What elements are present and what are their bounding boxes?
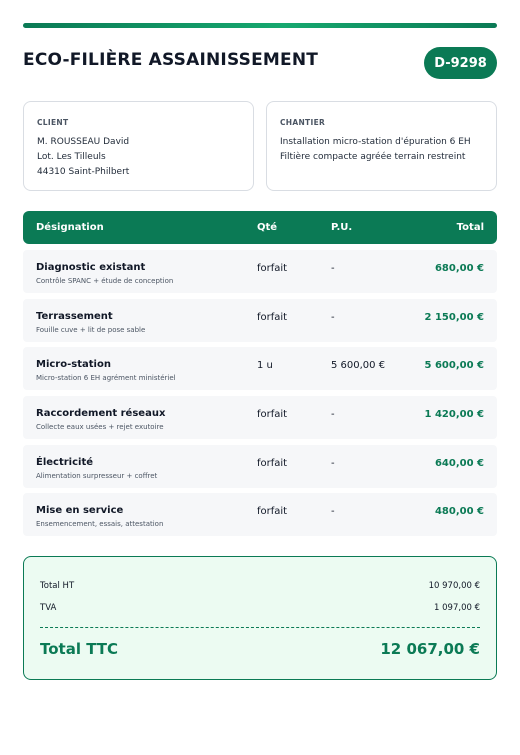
row-unit-price: - bbox=[331, 409, 335, 420]
client-card bbox=[23, 101, 254, 191]
header-total: Total bbox=[456, 222, 484, 233]
client-name: M. ROUSSEAU David bbox=[37, 137, 130, 147]
row-description: Alimentation surpresseur + coffret bbox=[36, 472, 158, 480]
row-unit-price: - bbox=[331, 506, 335, 517]
tva-value: 1 097,00 € bbox=[434, 603, 480, 613]
tva-label: TVA bbox=[40, 603, 57, 613]
client-address-line: Lot. Les Tilleuls bbox=[37, 152, 106, 162]
table-row bbox=[23, 347, 497, 390]
row-total: 2 150,00 € bbox=[424, 312, 484, 323]
row-qty: forfait bbox=[257, 458, 288, 469]
top-accent-bar bbox=[23, 23, 497, 28]
client-city: 44310 Saint-Philbert bbox=[37, 167, 130, 177]
row-total: 680,00 € bbox=[434, 263, 484, 274]
row-description: Fouille cuve + lit de pose sable bbox=[36, 326, 146, 334]
row-description: Collecte eaux usées + rejet exutoire bbox=[36, 423, 164, 431]
header-pu: P.U. bbox=[331, 222, 353, 233]
total-ht-value: 10 970,00 € bbox=[428, 581, 480, 591]
document-title: ECO-FILIÈRE ASSAINISSEMENT bbox=[23, 50, 319, 70]
row-unit-price: - bbox=[331, 458, 335, 469]
row-qty: forfait bbox=[257, 409, 288, 420]
row-name: Diagnostic existant bbox=[36, 262, 146, 273]
row-unit-price: - bbox=[331, 263, 335, 274]
row-unit-price: - bbox=[331, 312, 335, 323]
table-row bbox=[23, 396, 497, 439]
row-description: Micro-station 6 EH agrément ministériel bbox=[36, 374, 176, 382]
row-name: Mise en service bbox=[36, 505, 124, 516]
table-row bbox=[23, 445, 497, 488]
chantier-card bbox=[266, 101, 497, 191]
row-qty: forfait bbox=[257, 506, 288, 517]
row-unit-price: 5 600,00 € bbox=[331, 360, 386, 371]
header-qty: Qté bbox=[257, 222, 278, 233]
row-name: Micro-station bbox=[36, 359, 111, 370]
row-name: Électricité bbox=[36, 457, 94, 468]
row-name: Raccordement réseaux bbox=[36, 408, 166, 419]
chantier-label: CHANTIER bbox=[280, 118, 326, 127]
row-total: 640,00 € bbox=[434, 458, 484, 469]
total-ttc-label: Total TTC bbox=[40, 640, 119, 658]
row-description: Contrôle SPANC + étude de conception bbox=[36, 277, 174, 285]
row-total: 1 420,00 € bbox=[424, 409, 484, 420]
row-qty: forfait bbox=[257, 312, 288, 323]
table-header bbox=[23, 211, 497, 244]
row-total: 5 600,00 € bbox=[424, 360, 484, 371]
row-qty: 1 u bbox=[257, 360, 273, 371]
row-total: 480,00 € bbox=[434, 506, 484, 517]
total-ttc-value: 12 067,00 € bbox=[380, 640, 480, 658]
table-row bbox=[23, 299, 497, 342]
header-designation: Désignation bbox=[36, 222, 104, 233]
total-ht-label: Total HT bbox=[40, 581, 75, 591]
totals-box bbox=[23, 556, 497, 680]
client-label: CLIENT bbox=[37, 118, 69, 127]
reference-badge: D-9298 bbox=[424, 47, 497, 79]
row-description: Ensemencement, essais, attestation bbox=[36, 520, 164, 528]
row-name: Terrassement bbox=[36, 311, 113, 322]
table-row bbox=[23, 493, 497, 536]
row-qty: forfait bbox=[257, 263, 288, 274]
totals-divider bbox=[40, 627, 480, 628]
table-row bbox=[23, 250, 497, 293]
chantier-line: Filtière compacte agréée terrain restreint bbox=[280, 152, 466, 162]
chantier-line: Installation micro-station d'épuration 6 EH bbox=[280, 137, 471, 147]
